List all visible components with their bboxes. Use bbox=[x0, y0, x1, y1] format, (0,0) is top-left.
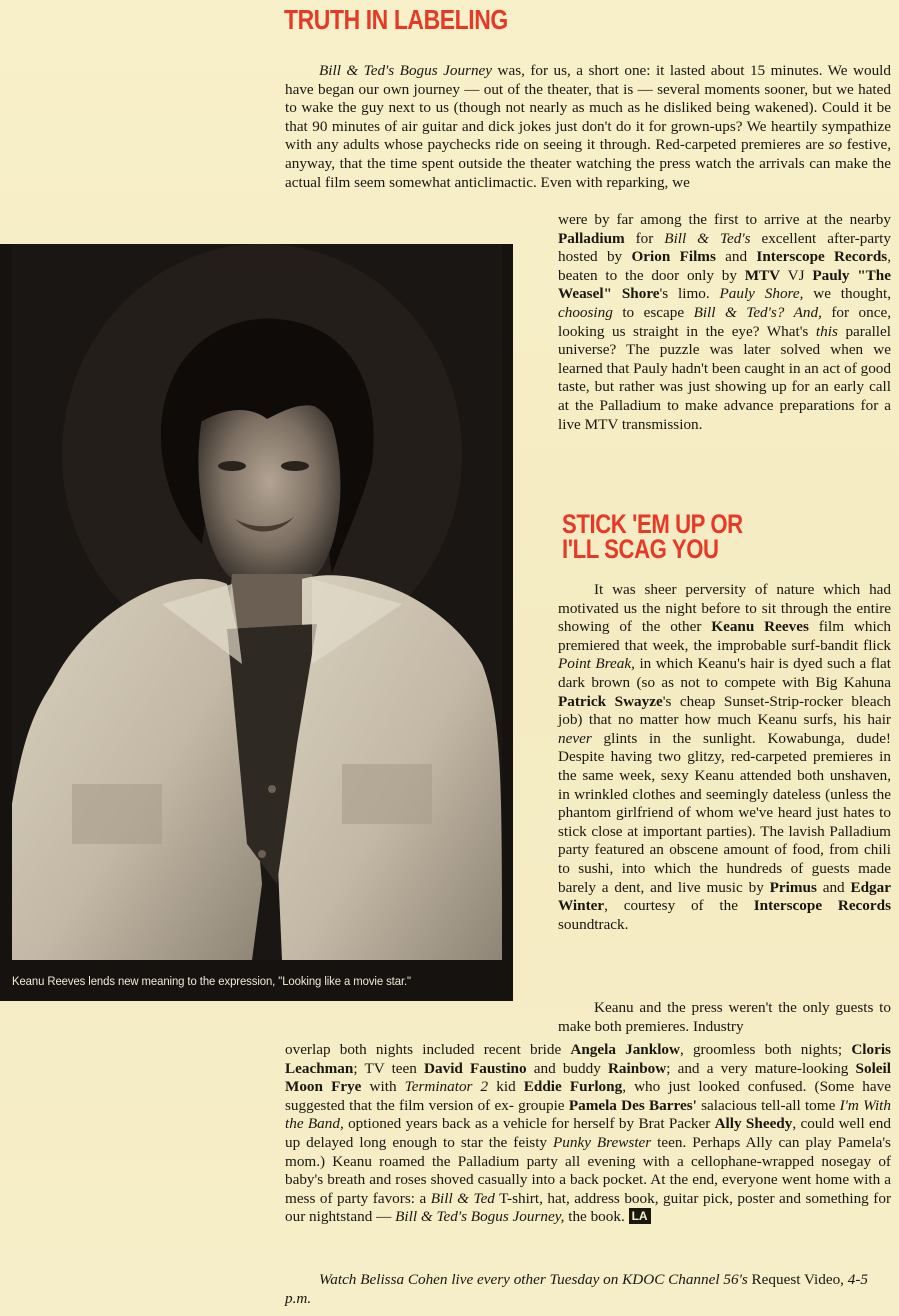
bold-name: Interscope Records bbox=[753, 897, 891, 915]
text-run: ; TV teen bbox=[353, 1059, 425, 1077]
text-run: parallel universe? The puzzle was later solved when we learned that Pauly hadn't been caught in an act of good taste, but rather was just showing up for an early call at the Palladium to make advance preparations for a live MTV transmission. bbox=[558, 322, 891, 433]
text-run: excellent after-party hosted by bbox=[558, 229, 891, 266]
text-run: in which Keanu's hair is dyed such a flat dark brown (so as not to compete with Big Kahuna bbox=[558, 655, 891, 691]
text-run: were by far among the first to arrive at the nearby bbox=[558, 211, 891, 228]
text-run: , could well end up delayed long enough to star the feisty bbox=[285, 1115, 891, 1151]
bold-name: MTV bbox=[744, 266, 781, 284]
text-run: Keanu and the press weren't the only guests to make both premieres. Industry bbox=[558, 999, 891, 1035]
text-run: glints in the sunlight. Kowabunga, dude! Despite having two glitzy, red-carpeted premieres in the same week, sexy Keanu attended both unshaven, in wrinkled clothes and seemingly dateless (unless the phantom girlfriend of whom we've heard just hates to stick close at important parties). The lavish Palladium party featured an obscene amount of food, from chili to sushi, into which the hundreds of guests made barely a dent, and live music by bbox=[558, 729, 891, 896]
bold-name: Soleil Moon Frye bbox=[285, 1059, 891, 1096]
italic-title: this bbox=[815, 322, 838, 340]
bold-name: Interscope Records bbox=[756, 248, 888, 266]
text-run: , who just looked confused. (Some have suggested that the film version of ex- groupie bbox=[285, 1078, 891, 1114]
text-run: soundtrack. bbox=[558, 915, 629, 933]
text-run: , groomless both nights; bbox=[679, 1041, 852, 1058]
bold-name: Patrick Swayze bbox=[558, 692, 663, 710]
text-run: and bbox=[816, 878, 851, 896]
italic-title: Bill & Ted bbox=[430, 1189, 495, 1207]
photo-caption: Keanu Reeves lends new meaning to the expression, "Looking like a movie star." bbox=[12, 974, 411, 988]
article-paragraph-2 bbox=[558, 581, 891, 934]
text-run: ; and a very mature-looking bbox=[666, 1059, 856, 1077]
italic-title: Punky Brewster bbox=[552, 1133, 652, 1151]
italic-title: Point Break, bbox=[558, 655, 635, 673]
bold-name: Cloris Leachman bbox=[285, 1041, 891, 1077]
bold-name: Orion Films bbox=[631, 248, 716, 266]
la-logo: LA bbox=[629, 1208, 651, 1224]
bold-name: Shore bbox=[621, 285, 660, 303]
text-run: teen. Perhaps Ally can play Pamela's mom.) Keanu roamed the Palladium party all evening with a cellophane-wrapped nosegay of baby's breath and roses shoved casually into a back pocket. At the end, everyone went home with a mess of party favors: a bbox=[285, 1133, 891, 1207]
text-run: , courtesy of the bbox=[604, 897, 754, 915]
article-paragraph-1 bbox=[285, 62, 891, 192]
bold-name: Primus bbox=[769, 878, 817, 896]
bold-name: Eddie Furlong bbox=[523, 1078, 623, 1096]
text-run: , beaten to the door only by bbox=[558, 248, 891, 284]
section-heading-truth-in-labeling: TRUTH IN LABELING bbox=[284, 4, 508, 35]
text-run: the book. bbox=[564, 1208, 629, 1226]
bold-name: David Faustino bbox=[424, 1059, 527, 1077]
italic-title: so bbox=[828, 136, 843, 154]
bold-name: Angela Janklow bbox=[570, 1041, 680, 1058]
article-paragraph-1-continued bbox=[558, 211, 891, 434]
text-run: Request Video, bbox=[747, 1271, 848, 1288]
article-paragraph-3-start bbox=[558, 999, 891, 1036]
text-run: festive, anyway, that the time spent outside the theater watching the press watch the arrivals can make the actual film seem somewhat anticlimactic. Even with reparking, we bbox=[285, 136, 891, 191]
text-run bbox=[612, 285, 622, 302]
section-heading-line: STICK 'EM UP OR I'LL SCAG YOU bbox=[562, 509, 743, 564]
text-run: with bbox=[361, 1078, 405, 1096]
bold-name: Rainbow bbox=[607, 1059, 667, 1077]
bold-name: Pauly "The Weasel" bbox=[558, 266, 891, 303]
text-run: 's limo. bbox=[659, 285, 720, 303]
text-run: film which premiered that week, the improbable surf-bandit flick bbox=[558, 618, 891, 654]
text-run: to escape bbox=[612, 303, 694, 321]
text-run: for bbox=[624, 229, 665, 247]
bold-name: Ally Sheedy bbox=[714, 1115, 793, 1133]
text-run: salacious tell-all tome bbox=[696, 1096, 840, 1114]
bold-name: Palladium bbox=[558, 229, 625, 247]
footer-note bbox=[285, 1271, 891, 1308]
italic-title: Bill & Ted's Bogus Journey bbox=[319, 62, 493, 79]
text-run: kid bbox=[488, 1078, 524, 1096]
section-heading-stick-em-up bbox=[562, 509, 759, 564]
text-run: It was sheer perversity of nature which had motivated us the night before to sit through the entire showing of the other bbox=[558, 581, 891, 636]
article-paragraph-3-rest bbox=[285, 1041, 891, 1227]
italic-title: Bill & Ted's Bogus Journey, bbox=[395, 1208, 565, 1226]
italic-title: choosing bbox=[558, 303, 613, 321]
text-run: VJ bbox=[780, 266, 813, 284]
italic-title: 4-5 p.m. bbox=[285, 1271, 869, 1307]
bold-name: Keanu Reeves bbox=[711, 618, 809, 636]
text-run: optioned years back as a vehicle for herself by Brat Packer bbox=[343, 1115, 715, 1133]
bold-name: Edgar Winter bbox=[558, 878, 891, 915]
italic-title: I'm With the Band, bbox=[285, 1096, 891, 1133]
italic-title: Bill & Ted's? And, bbox=[693, 303, 822, 321]
italic-title: Watch Belissa Cohen live every other Tuesday on KDOC Channel 56's bbox=[319, 1271, 748, 1288]
text-run: overlap both nights included recent bride bbox=[285, 1041, 571, 1058]
keanu-reeves-photo bbox=[12, 244, 502, 960]
italic-title: never bbox=[558, 729, 592, 747]
italic-title: Bill & Ted's bbox=[664, 229, 751, 247]
text-run: 's cheap Sunset-Strip-rocker bleach job) that no matter how much Keanu surfs, his hair bbox=[558, 692, 891, 729]
text-run: and buddy bbox=[526, 1059, 608, 1077]
bold-name: Pamela Des Barres' bbox=[568, 1096, 697, 1114]
text-run: and bbox=[715, 248, 757, 266]
italic-title: Pauly Shore, bbox=[719, 285, 804, 303]
text-run: T-shirt, hat, address book, guitar pick, poster and something for our nightstand — bbox=[285, 1189, 891, 1226]
text-run: for once, looking us straight in the eye? What's bbox=[558, 303, 892, 340]
text-run: we thought, bbox=[803, 285, 891, 303]
italic-title: Terminator 2 bbox=[404, 1078, 489, 1096]
text-run: was, for us, a short one: it lasted about 15 minutes. We would have began our own journey — out of the theater, that is — several moments sooner, but we hated to wake the guy next to us (though not nearly as much as he disliked being wakened). Could it be that 90 minutes of air guitar and dick jokes just don't do it for grown-ups? We heartily sympathize with any adults whose paychecks ride on seeing it through. Red-carpeted premieres are bbox=[285, 62, 891, 154]
photo-frame bbox=[0, 244, 513, 1001]
